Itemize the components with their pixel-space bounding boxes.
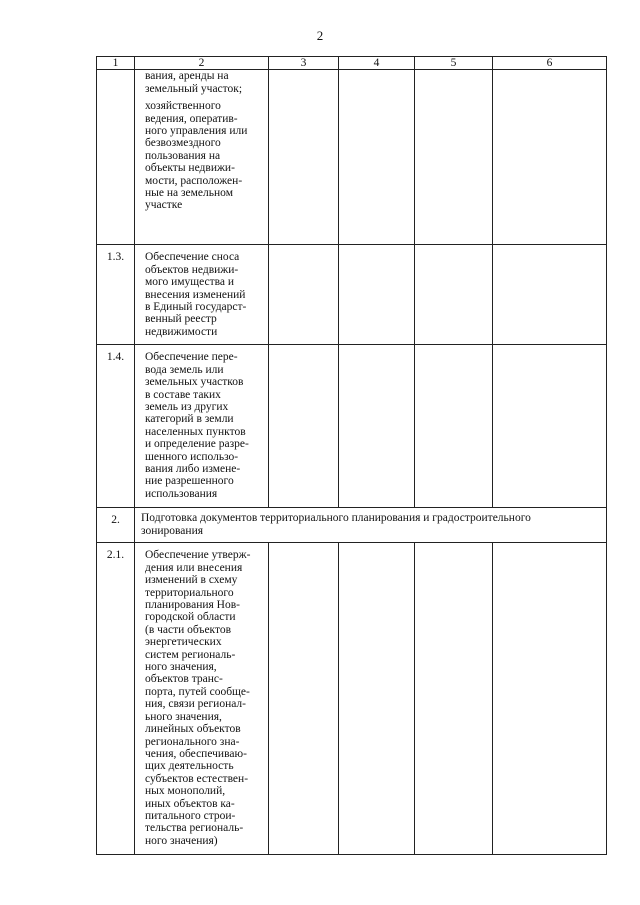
table-row bbox=[97, 245, 607, 345]
empty-cell bbox=[493, 245, 607, 345]
header-cell: 1 bbox=[97, 57, 135, 70]
empty-cell bbox=[493, 70, 607, 245]
row-description: Обеспечение пере- вода земель или земельных участков в составе таких земель из других категорий в земли населенных пунктов и определение разре- шенного использо- вания либо измене- ние разрешенного использования bbox=[135, 345, 269, 508]
header-cell: 6 bbox=[493, 57, 607, 70]
empty-cell bbox=[415, 345, 493, 508]
row-description: Обеспечение утверж- дения или внесения изменений в схему территориального планирования Нов- городской области (в части объектов энергетических систем региональ- ного значения, объектов транс- порта, путей сообще- ния, связи регионал- ьного значения, линейных объектов регионального зна- чения, обеспечиваю- щих деятельность субъектов естествен- ных монополий, иных объектов ка- питального строи- тельства региональ- ного значения) bbox=[135, 543, 269, 855]
header-row bbox=[97, 57, 607, 70]
row-number: 2. bbox=[97, 508, 135, 543]
row-description: Обеспечение сноса объектов недвижи- мого имущества и внесения изменений в Единый государст- венный реестр недвижимости bbox=[135, 245, 269, 345]
section-title: Подготовка документов территориального планирования и градостроительного зонирования bbox=[135, 508, 607, 543]
row-number: 2.1. bbox=[97, 543, 135, 855]
empty-cell bbox=[493, 543, 607, 855]
empty-cell bbox=[415, 70, 493, 245]
empty-cell bbox=[269, 70, 339, 245]
section-row bbox=[97, 508, 607, 543]
table-row bbox=[97, 345, 607, 508]
row-description-part: хозяйственного ведения, оператив- ного управления или безвозмездного пользования на объекты недвижи- мости, расположен- ные на земельном участке bbox=[145, 100, 248, 212]
table-row bbox=[97, 543, 607, 855]
header-cell: 4 bbox=[339, 57, 415, 70]
empty-cell bbox=[415, 543, 493, 855]
empty-cell bbox=[493, 345, 607, 508]
header-cell: 2 bbox=[135, 57, 269, 70]
empty-cell bbox=[269, 543, 339, 855]
page-number: 2 bbox=[316, 28, 324, 43]
empty-cell bbox=[269, 245, 339, 345]
row-description bbox=[135, 70, 269, 245]
empty-cell bbox=[339, 345, 415, 508]
empty-cell bbox=[269, 345, 339, 508]
empty-cell bbox=[339, 543, 415, 855]
table-row bbox=[97, 70, 607, 245]
empty-cell bbox=[415, 245, 493, 345]
row-number bbox=[97, 70, 135, 245]
empty-cell bbox=[339, 70, 415, 245]
row-description-part: вания, аренды на земельный участок; bbox=[145, 70, 243, 95]
header-cell: 5 bbox=[415, 57, 493, 70]
row-number: 1.4. bbox=[97, 345, 135, 508]
document-table bbox=[96, 56, 607, 855]
row-number: 1.3. bbox=[97, 245, 135, 345]
empty-cell bbox=[339, 245, 415, 345]
header-cell: 3 bbox=[269, 57, 339, 70]
